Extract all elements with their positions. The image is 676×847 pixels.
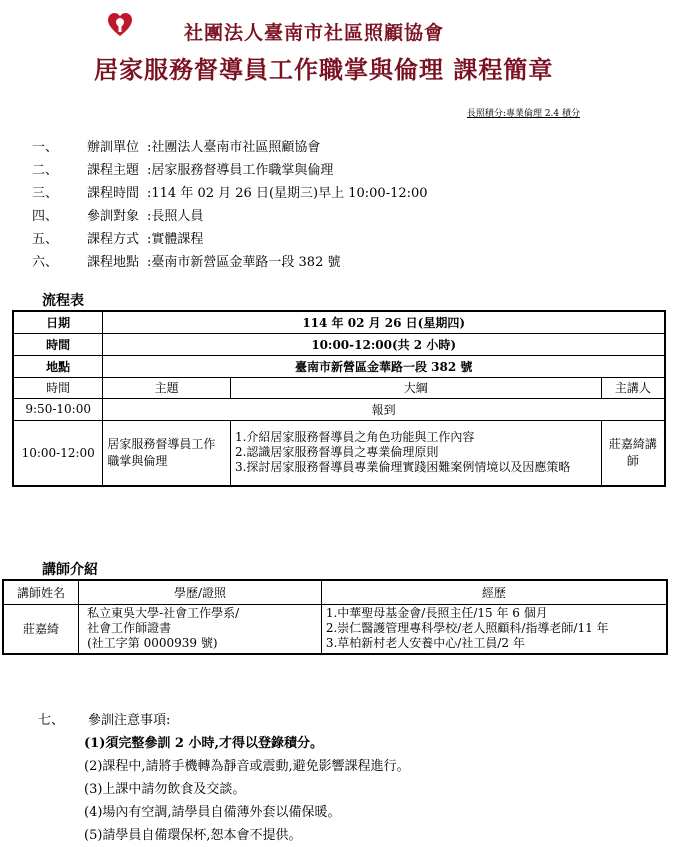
info-row-audience: 四、 參訓對象 : 長照人員 — [32, 205, 428, 228]
course-info-list — [32, 136, 428, 274]
info-number: 一、 — [32, 140, 59, 155]
col-header-experience: 經歷 — [321, 580, 667, 604]
info-value: 114 年 02 月 26 日(星期三)早上 10:00-12:00 — [151, 186, 428, 201]
info-row-location: 六、 課程地點 : 臺南市新營區金華路一段 382 號 — [32, 251, 428, 274]
education-line: 私立東吳大學-社會工作學系/ — [87, 606, 240, 621]
note-item: (4)場內有空調,請學員自備薄外套以備保暖。 — [84, 805, 341, 820]
info-value: 社團法人臺南市社區照顧協會 — [151, 140, 321, 155]
info-number: 五、 — [32, 232, 59, 247]
table-row — [3, 604, 667, 654]
organization-name: 社團法人臺南市社區照顧協會 — [184, 22, 445, 44]
experience-line: 3.草柏新村老人安養中心/社工員/2 年 — [325, 636, 525, 651]
table-header-row — [3, 580, 667, 604]
info-row-format: 五、 課程方式 : 實體課程 — [32, 228, 428, 251]
info-value: 長照人員 — [151, 209, 204, 224]
col-header-name: 講師姓名 — [3, 580, 79, 604]
lecturer-education — [79, 604, 322, 654]
notes-title: 參訓注意事項: — [88, 713, 171, 728]
info-number: 三、 — [32, 186, 59, 201]
note-item: (2)課程中,請將手機轉為靜音或震動,避免影響課程進行。 — [84, 759, 410, 774]
credit-note: 長照積分:專業倫理 2.4 積分 — [466, 109, 580, 119]
col-header-outline: 大綱 — [230, 377, 601, 398]
notes-title-line — [38, 709, 410, 732]
info-label: 辦訓單位 — [87, 140, 140, 155]
outline-item: 3.探討居家服務督導員專業倫理實踐困難案例情境以及因應策略 — [234, 460, 571, 475]
place-label: 地點 — [13, 355, 103, 377]
info-row-unit: 一、 辦訓單位 : 社團法人臺南市社區照顧協會 — [32, 136, 428, 159]
heart-logo-icon — [107, 12, 133, 38]
date-value: 114 年 02 月 26 日(星期四) — [103, 311, 665, 333]
session-speaker: 莊嘉綺講師 — [601, 420, 665, 486]
note-item: (1)須完整參訓 2 小時,才得以登錄積分。 — [84, 736, 323, 751]
table-row — [13, 355, 665, 377]
outline-item: 1.介紹居家服務督導員之角色功能與工作內容 — [234, 430, 475, 445]
time-value: 10:00-12:00(共 2 小時) — [103, 333, 665, 355]
info-value: 居家服務督導員工作職掌與倫理 — [151, 163, 334, 178]
info-number: 四、 — [32, 209, 59, 224]
schedule-heading: 流程表 — [42, 293, 84, 309]
info-label: 課程時間 — [87, 186, 140, 201]
info-row-time: 三、 課程時間 : 114 年 02 月 26 日(星期三)早上 10:00-12:00 — [32, 182, 428, 205]
info-value: 實體課程 — [151, 232, 204, 247]
info-label: 課程地點 — [87, 255, 140, 270]
lecturer-heading: 講師介紹 — [42, 562, 98, 578]
table-row — [13, 311, 665, 333]
table-row — [13, 398, 665, 420]
table-header-row — [13, 377, 665, 398]
lecturer-name: 莊嘉綺 — [3, 604, 79, 654]
place-value: 臺南市新營區金華路一段 382 號 — [103, 355, 665, 377]
session-topic: 居家服務督導員工作職掌與倫理 — [103, 420, 231, 486]
education-line: (社工字第 0000939 號) — [87, 636, 218, 651]
session-outline — [230, 420, 601, 486]
table-row — [13, 420, 665, 486]
experience-line: 1.中華聖母基金會/長照主任/15 年 6 個月 — [325, 606, 548, 621]
registration-time: 9:50-10:00 — [13, 398, 103, 420]
date-label: 日期 — [13, 311, 103, 333]
session-time: 10:00-12:00 — [13, 420, 103, 486]
page-title: 居家服務督導員工作職掌與倫理 課程簡章 — [94, 55, 554, 84]
registration-text: 報到 — [103, 398, 665, 420]
table-row — [13, 333, 665, 355]
schedule-table — [12, 310, 666, 487]
notes-number: 七、 — [38, 713, 65, 728]
info-row-topic: 二、 課程主題 : 居家服務督導員工作職掌與倫理 — [32, 159, 428, 182]
info-label: 課程主題 — [87, 163, 140, 178]
time-label: 時間 — [13, 333, 103, 355]
col-header-education: 學歷/證照 — [79, 580, 322, 604]
info-value: 臺南市新營區金華路一段 382 號 — [151, 255, 341, 270]
col-header-time: 時間 — [13, 377, 103, 398]
col-header-speaker: 主講人 — [601, 377, 665, 398]
lecturer-experience — [321, 604, 667, 654]
notes-section — [38, 709, 410, 847]
note-item: (3)上課中請勿飲食及交談。 — [84, 782, 246, 797]
lecturer-table — [2, 579, 668, 655]
education-line: 社會工作師證書 — [87, 621, 172, 636]
info-number: 二、 — [32, 163, 59, 178]
note-item: (5)請學員自備環保杯,恕本會不提供。 — [84, 828, 302, 843]
experience-line: 2.崇仁醫護管理專科學校/老人照顧科/指導老師/11 年 — [325, 621, 609, 636]
info-label: 課程方式 — [87, 232, 140, 247]
info-label: 參訓對象 — [87, 209, 140, 224]
info-number: 六、 — [32, 255, 59, 270]
col-header-topic: 主題 — [103, 377, 231, 398]
outline-item: 2.認識居家服務督導員之專業倫理原則 — [234, 445, 439, 460]
